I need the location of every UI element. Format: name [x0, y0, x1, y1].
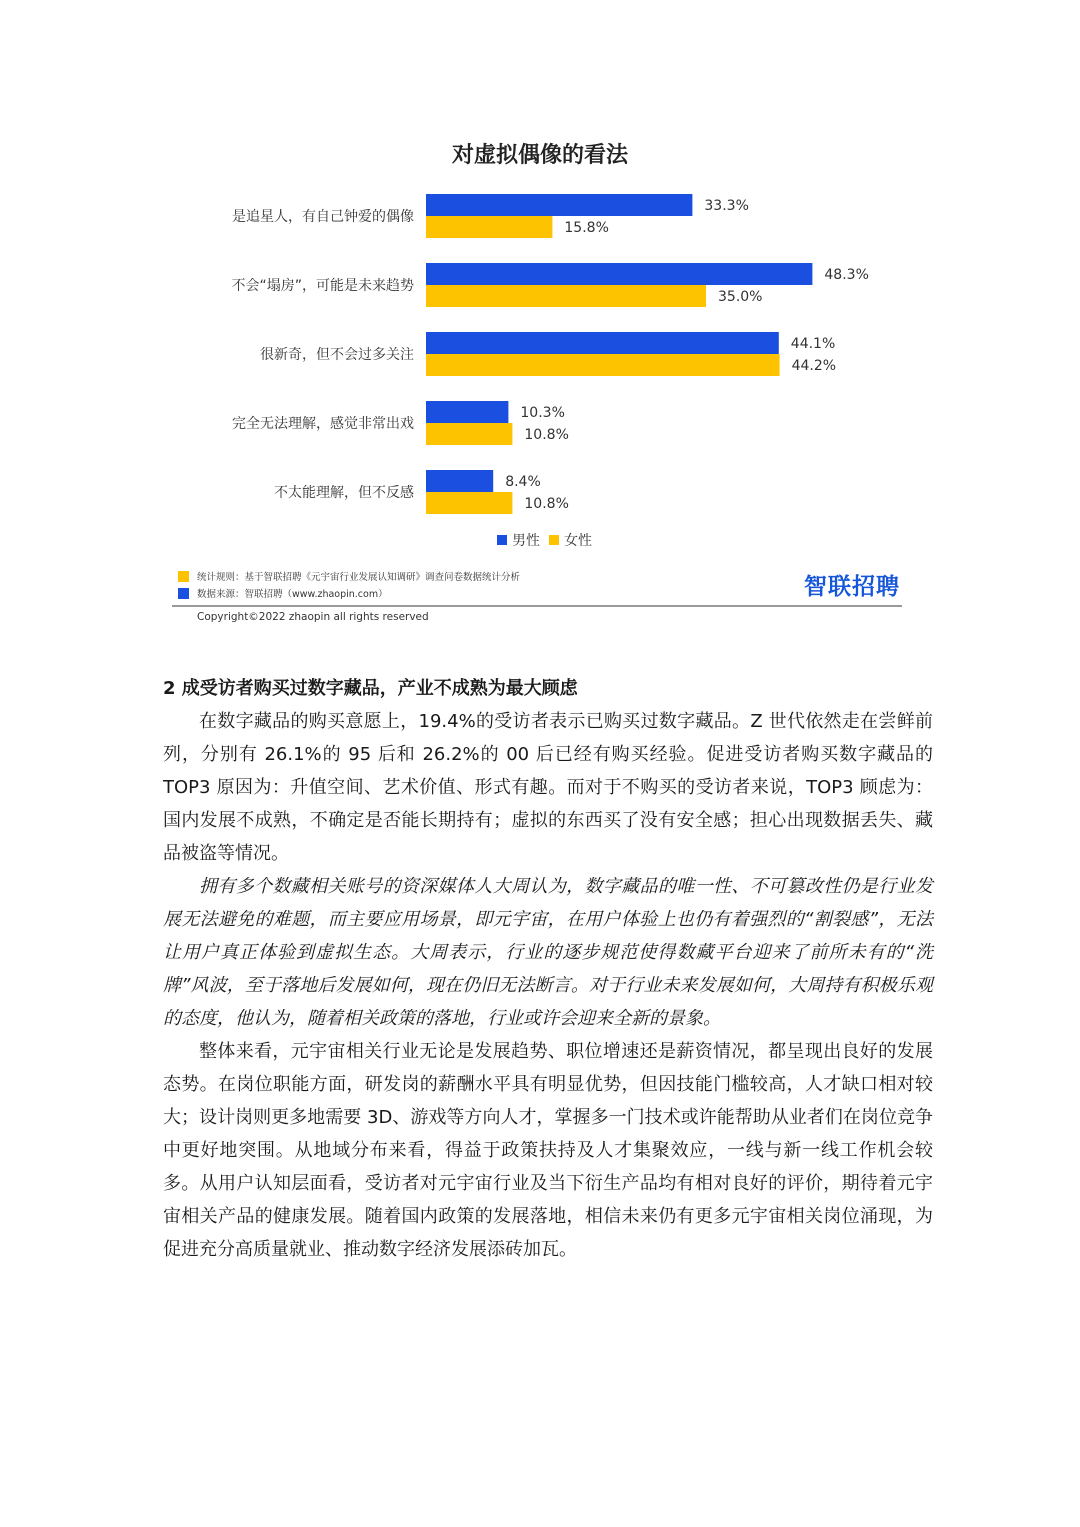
legend-swatch-male — [497, 535, 507, 545]
section-heading: 2 成受访者购买过数字藏品，产业不成熟为最大顾虑 — [163, 678, 578, 699]
bar-male — [426, 263, 812, 285]
chart-title: 对虚拟偶像的看法 — [451, 143, 629, 168]
data-label: 44.1% — [790, 336, 836, 352]
data-label: 10.8% — [524, 427, 569, 443]
category-label: 完全无法理解，感觉非常出戏 — [232, 416, 414, 432]
data-label: 15.8% — [564, 220, 609, 236]
data-label: 35.0% — [718, 289, 763, 305]
legend-label-male: 男性 — [512, 533, 540, 549]
category-label: 很新奇，但不会过多关注 — [260, 347, 414, 363]
paragraph-expert-quote: 拥有多个数藏相关账号的资深媒体人大周认为，数字藏品的唯一性、不可篡改性仍是行业发展无法避免的难题，而主要应用场景，即元宇宙，在用户体验上也仍有着强烈的“割裂感”，无法让用户真正体验到虚拟生态。大周表示，行业的逐步规范使得数藏平台迎来了前所未有的“洗牌”风波，至于落地后发展如何，现在仍旧无法断言。对于行业未来发展如何，大周持有积极乐观的态度，他认为，随着相关政策的落地，行业或许会迎来全新的景象。 — [163, 876, 933, 1029]
footnote-source-text: 数据来源：智联招聘（www.zhaopin.com） — [197, 589, 388, 600]
bar-female — [426, 492, 512, 514]
paragraph-summary: 整体来看，元宇宙相关行业无论是发展趋势、职位增速还是薪资情况，都呈现出良好的发展态势。在岗位职能方面，研发岗的薪酬水平具有明显优势，但因技能门槛较高，人才缺口相对较大；设计岗则更多地需要 3D、游戏等方向人才，掌握多一门技术或许能帮助从业者们在岗位竞争中更好地突围。从地域分布来看，得益于政策扶持及人才集聚效应，一线与新一线工作机会较多。从用户认知层面看，受访者对元宇宙行业及当下衍生产品均有相对良好的评价，期待着元宇宙相关产品的健康发展。随着国内政策的发展落地，相信未来仍有更多元宇宙相关岗位涌现，为促进充分高质量就业、推动数字经济发展添砖加瓦。 — [163, 1041, 933, 1260]
chart-figure — [172, 120, 902, 640]
data-label: 44.2% — [791, 358, 837, 374]
category-label: 不太能理解，但不反感 — [274, 485, 414, 501]
footnote-rule — [178, 569, 520, 583]
bar-female — [426, 423, 512, 445]
bar-male — [426, 470, 493, 492]
bar-female — [426, 285, 706, 307]
data-label: 10.3% — [520, 405, 565, 421]
paragraph-purchase-intent: 在数字藏品的购买意愿上，19.4%的受访者表示已购买过数字藏品。Z 世代依然走在尝鲜前列，分别有 26.1%的 95 后和 26.2%的 00 后已经有购买经验。促进受访者购买数字藏品的 TOP3 原因为：升值空间、艺术价值、形式有趣。而对于不购买的受访者来说，TOP3 顾虑为：国内发展不成熟，不确定是否能长期持有；虚拟的东西买了没有安全感；担心出现数据丢失、藏品被盗等情况。 — [163, 711, 933, 864]
data-label: 33.3% — [704, 198, 749, 214]
legend-label-female: 女性 — [564, 533, 592, 549]
footnote-yellow-swatch — [178, 571, 189, 582]
footnote-rule-text: 统计规则：基于智联招聘《元宇宙行业发展认知调研》调查问卷数据统计分析 — [197, 572, 521, 583]
brand-logo: 智联招聘 — [804, 574, 900, 600]
footnote-blue-swatch — [178, 588, 189, 599]
bar-female — [426, 354, 780, 376]
article-body — [163, 672, 933, 1266]
data-label: 8.4% — [505, 474, 541, 490]
copyright-text: Copyright©2022 zhaopin all rights reserved — [197, 611, 429, 623]
bar-male — [426, 332, 779, 354]
bar-male — [426, 401, 508, 423]
data-label: 48.3% — [824, 267, 869, 283]
footnote-source — [178, 586, 388, 600]
chart-divider — [172, 605, 902, 607]
bar-female — [426, 216, 552, 238]
category-label: 是追星人，有自己钟爱的偶像 — [232, 209, 414, 225]
legend-swatch-female — [549, 535, 559, 545]
bar-male — [426, 194, 692, 216]
category-label: 不会“塌房”，可能是未来趋势 — [231, 278, 414, 294]
bar-chart — [172, 120, 902, 565]
data-label: 10.8% — [524, 496, 569, 512]
